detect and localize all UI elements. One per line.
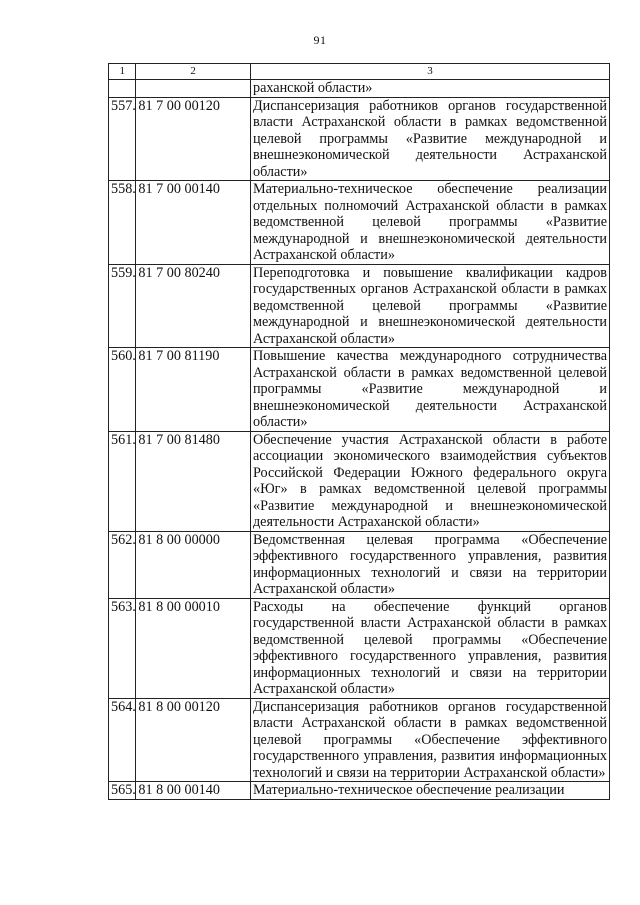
- row-text: Переподготовка и повышение квалификации кадров государственных органов Астраханской области в рамках ведомственной целевой программы «Развитие международной и внешнеэкономической деятельности Астраханской области»: [250, 264, 609, 348]
- table-row: [109, 264, 610, 348]
- table-row: [109, 348, 610, 432]
- row-text: Диспансеризация работников органов государственной власти Астраханской области в рамках ведомственной целевой программы «Развитие международной и внешнеэкономической деятельности Астраханской области»: [250, 97, 609, 181]
- continuation-text-cell: раханской области»: [250, 80, 609, 98]
- header-col-3: 3: [250, 64, 609, 80]
- page-number: 91: [313, 33, 327, 47]
- row-code: 81 7 00 81190: [136, 348, 251, 432]
- table-row: [109, 97, 610, 181]
- row-code: 81 7 00 00120: [136, 97, 251, 181]
- row-number: 560.: [109, 348, 136, 432]
- row-code: 81 8 00 00140: [136, 782, 251, 800]
- row-code: 81 8 00 00120: [136, 698, 251, 782]
- row-text: Диспансеризация работников органов государственной власти Астраханской области в рамках ведомственной целевой программы «Обеспечение эффективного государственного управления, развития информационных технологий и связи на территории Астраханской области»: [250, 698, 609, 782]
- row-code: 81 7 00 81480: [136, 431, 251, 531]
- document-table: [108, 63, 610, 800]
- row-code: 81 7 00 80240: [136, 264, 251, 348]
- header-col-2: 2: [136, 64, 251, 80]
- row-number: 563.: [109, 598, 136, 698]
- row-text: Материально-техническое обеспечение реализации: [250, 782, 609, 800]
- table-row: [109, 782, 610, 800]
- row-text: Материально-техническое обеспечение реализации отдельных полномочий Астраханской области в рамках ведомственной целевой программы «Развитие международной и внешнеэкономической деятельности Астраханской области»: [250, 181, 609, 265]
- table-row: [109, 531, 610, 598]
- row-code: 81 7 00 00140: [136, 181, 251, 265]
- row-number: 562.: [109, 531, 136, 598]
- row-text: Повышение качества международного сотрудничества Астраханской области в рамках ведомственной целевой программы «Развитие международной и внешнеэкономической деятельности Астраханской области»: [250, 348, 609, 432]
- continuation-row: [109, 80, 610, 98]
- row-code: 81 8 00 00000: [136, 531, 251, 598]
- row-text: Ведомственная целевая программа «Обеспечение эффективного государственного управления, развития информационных технологий и связи на территории Астраханской области»: [250, 531, 609, 598]
- row-number: 559.: [109, 264, 136, 348]
- continuation-num-cell: [109, 80, 136, 98]
- row-number: 564.: [109, 698, 136, 782]
- table-header-row: [109, 64, 610, 80]
- row-number: 561.: [109, 431, 136, 531]
- table-row: [109, 598, 610, 698]
- row-text: Расходы на обеспечение функций органов государственной власти Астраханской области в рамках ведомственной целевой программы «Обеспечение эффективного государственного управления, развития информационных технологий и связи на территории Астраханской области»: [250, 598, 609, 698]
- table-row: [109, 698, 610, 782]
- row-text: Обеспечение участия Астраханской области в работе ассоциации экономического взаимодействия субъектов Российской Федерации Южного федерального округа «Юг» в рамках ведомственной целевой программы «Развитие международной и внешнеэкономической деятельности Астраханской области»: [250, 431, 609, 531]
- continuation-code-cell: [136, 80, 251, 98]
- table-row: [109, 181, 610, 265]
- row-number: 558.: [109, 181, 136, 265]
- row-code: 81 8 00 00010: [136, 598, 251, 698]
- table-row: [109, 431, 610, 531]
- header-col-1: 1: [109, 64, 136, 80]
- row-number: 557.: [109, 97, 136, 181]
- row-number: 565.: [109, 782, 136, 800]
